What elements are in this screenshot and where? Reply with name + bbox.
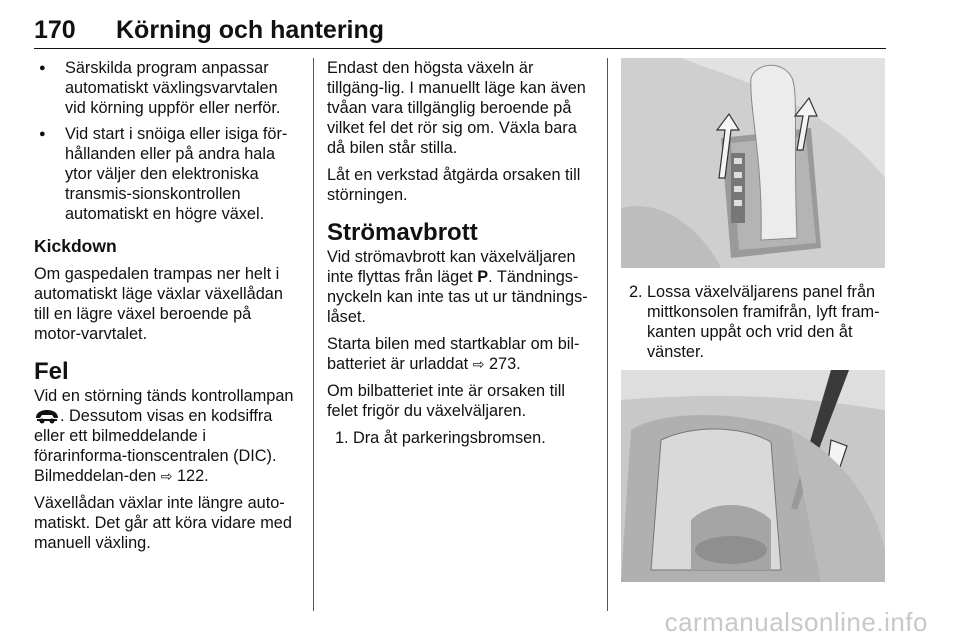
gear-selector-photo — [621, 58, 885, 268]
column-divider — [313, 58, 314, 611]
column-left — [34, 58, 300, 560]
page-header — [34, 0, 886, 50]
page-reference[interactable]: 122 — [177, 467, 205, 485]
stromavbrott-heading: Strömavbrott — [327, 219, 478, 246]
kickdown-text: Om gaspedalen trampas ner helt i automatiskt läge växlar växellådan till en lägre växel beroende på motor-varvtalet. — [34, 265, 283, 343]
watermark: carmanualsonline.info — [664, 607, 928, 637]
bullet-item: ● Vid start i snöiga eller isiga för-hållanden eller på andra hala ytor väljer den elektroniska transmis-sionskontrollen automatiskt en högre växel. — [34, 124, 300, 224]
kickdown-heading: Kickdown — [34, 236, 117, 256]
paragraph: Om bilbatteriet inte är orsaken till felet frigör du växelväljaren. — [327, 382, 565, 420]
step-2: 2. Lossa växelväljarens panel från mittkonsolen framifrån, lyft fram-kanten uppåt och vrid den åt vänster. — [629, 283, 880, 361]
paragraph: Vid strömavbrott kan växelväljaren inte flyttas från läget P. Tändnings-nyckeln kan inte tas ut ur tändnings-låset. — [327, 248, 588, 326]
page-number: 170 — [34, 16, 76, 44]
paragraph: Starta bilen med startkablar om bil-batteriet är urladdat ⇨ 273. — [327, 335, 580, 373]
fel-heading: Fel — [34, 358, 69, 385]
paragraph: Låt en verkstad åtgärda orsaken till störningen. — [327, 166, 581, 204]
chapter-title: Körning och hantering — [116, 16, 385, 44]
fel-text-2: Växellådan växlar inte längre auto-matiskt. Det går att köra vidare med manuell växling. — [34, 494, 292, 552]
arrow-reference-icon[interactable]: ⇨ — [160, 468, 173, 484]
transmission-warning-icon — [34, 408, 60, 424]
paragraph: Endast den högsta växeln är tillgäng-lig. I manuellt läge kan även tvåan vara tillgänglig beroende på vilket fel det rör sig om. Växla bara då bilen står stilla. — [327, 59, 586, 157]
column-divider — [607, 58, 608, 611]
header-divider — [34, 48, 886, 49]
arrow-reference-icon[interactable]: ⇨ — [472, 356, 485, 372]
bullet-item: ● Särskilda program anpassar automatiskt växlingsvarvtalen vid körning uppför eller nerför. — [34, 58, 300, 118]
column-middle — [327, 58, 593, 455]
page-reference[interactable]: 273 — [489, 355, 517, 373]
step-1: 1. Dra åt parkeringsbromsen. — [335, 429, 546, 447]
panel-removal-photo — [621, 370, 885, 582]
column-right — [621, 58, 885, 582]
gear-p-label: P — [477, 268, 489, 286]
fel-text: Vid en störning tänds kontrollampan . Dessutom visas en kodsiffra eller ett bilmeddelande i förarinforma-tionscentralen (DIC). Bilmeddelan-den ⇨ 122. — [34, 387, 294, 485]
